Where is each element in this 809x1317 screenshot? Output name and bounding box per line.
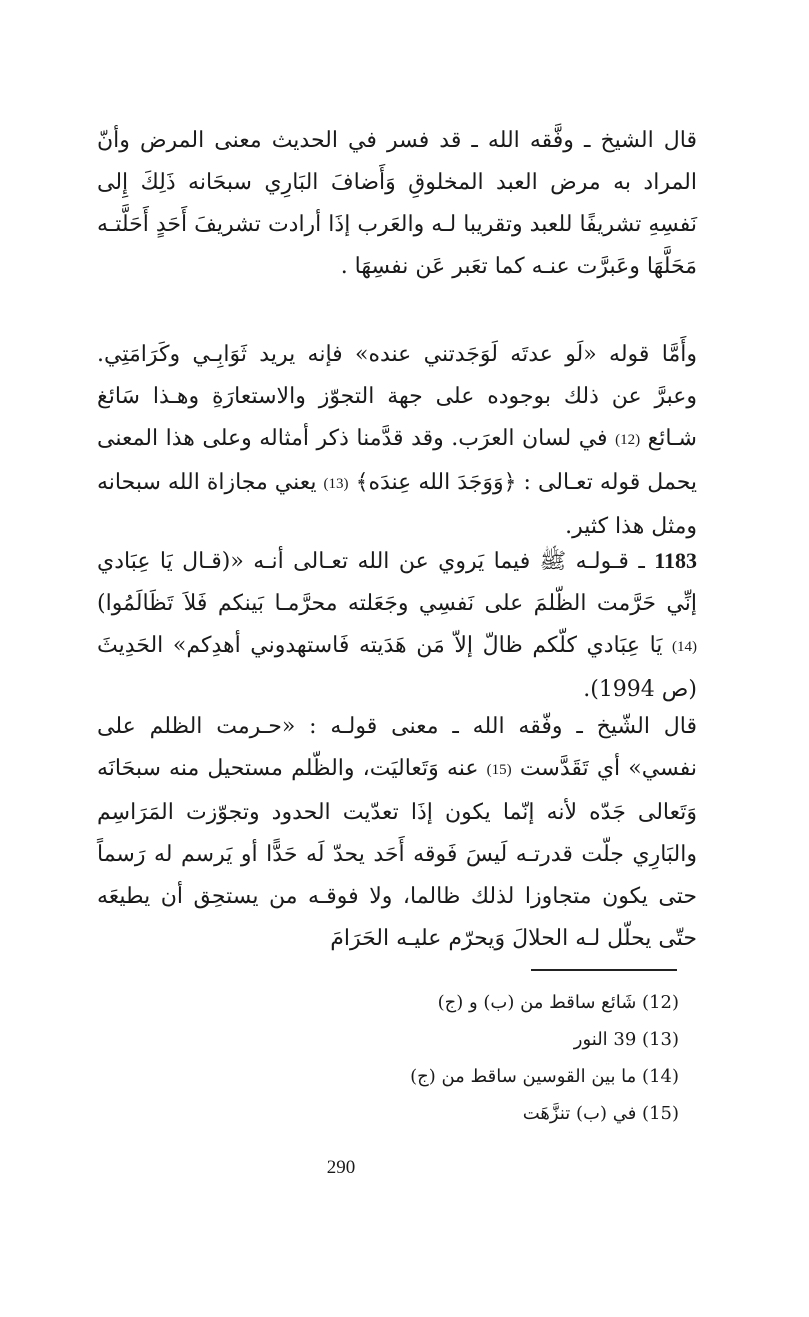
page-number: 290 bbox=[326, 1157, 356, 1178]
footnote-separator bbox=[531, 969, 677, 971]
paragraph-text: عنه وَتَعاليَت، والظّلم مستحيل منه سبحَانَه وَتَعالى جَدّه لأنه إنّما يكون إذَا تعدّيت الحدود وتجوّزت المَرَاسِم والبَارِي جلّت قدرتـه لَيسَ فَوقه أَحَد يحدّ لَه حَدًّا أو يَرسم له رَسماً حتى يكون متجاوزا لذلك ظالما، ولا فوقـه من يستحِق أن يطيعَه حتّى يحلّل لـه الحلالَ وَيحرّم عليـه الحَرَامَ bbox=[97, 756, 697, 951]
paragraph-text: ـ قـولـه ﷺ فيما يَروي عن الله تعـالى أنـه «(قـال يَا عِبَادي إنِّي حَرَّمت الظّلمَ على نَفسِي وجَعَلته محرَّمـا بَينكم فَلاَ تَظَالَمُوا) bbox=[97, 549, 697, 616]
commentary-paragraph bbox=[97, 334, 697, 548]
footnote-item: (13) 39 النور bbox=[573, 1029, 679, 1050]
footnote-item: (15) في (ب) تنزَّهَت bbox=[522, 1103, 679, 1124]
footnote-item: (12) شَائع ساقط من (ب) و (ج) bbox=[437, 992, 679, 1013]
commentary-paragraph bbox=[97, 120, 697, 288]
footnote-item: (14) ما بين القوسين ساقط من (ج) bbox=[410, 1066, 679, 1087]
commentary-paragraph bbox=[97, 706, 697, 960]
entry-number: 1183 bbox=[654, 548, 697, 573]
paragraph-text: قال الشيخ ـ وفَّقه الله ـ قد فسر في الحديث معنى المرض وأنّ المراد به مرض العبد المخلوقِ وَأَضافَ البَارِي سبحَانه ذَلِكَ إِلى نَفسِهِ تشريفًا للعبد وتقريبا لـه والعَرب إذَا أرادت تشريفَ أَحَدٍ أَحَلَّتـه مَحَلَّهَا وعَبرَّت عنـه كما تعَبر عَن نفسِهَا . bbox=[97, 128, 697, 279]
footnote-reference: (15) bbox=[486, 762, 512, 778]
footnote-reference: (13) bbox=[323, 476, 349, 492]
footnotes-list bbox=[259, 984, 679, 1132]
paragraph-text: يعني مجازاة الله سبحانه ومثل هذا كثير. bbox=[97, 470, 697, 539]
paragraph-text: وأَمَّا قوله «لَو عدتَه لَوَجَدتني عنده» فإنه يريد ثَوَابِـي وكَرَامَتِي. وعبرَّ عن ذلك بوجوده على جهة التجوّز والاستعارَةِ وهـذا سَائغ شـائع bbox=[97, 342, 697, 451]
footnote-reference: (14) bbox=[672, 639, 697, 655]
paragraph-text: يَا عِبَادي كلّكم ظالّ إلاّ مَن هَدَيته فَاستهدوني أهدِكم» الحَدِيثَ (ص 1994). bbox=[97, 633, 697, 702]
paragraph-text: في لسان العرَب. وقد قدَّمنا ذكر أمثاله وعلى هذا المعنى يحمل قوله تعـالى : ﴿وَوَجَدَ الله عِندَه﴾ bbox=[97, 426, 698, 495]
paragraph-text: قال الشّيخ ـ وفّقه الله ـ معنى قولـه : «حـرمت الظلم على نفسي» أي تَقَدَّست bbox=[97, 714, 697, 781]
hadith-paragraph bbox=[97, 540, 697, 711]
footnote-reference: (12) bbox=[615, 432, 641, 448]
